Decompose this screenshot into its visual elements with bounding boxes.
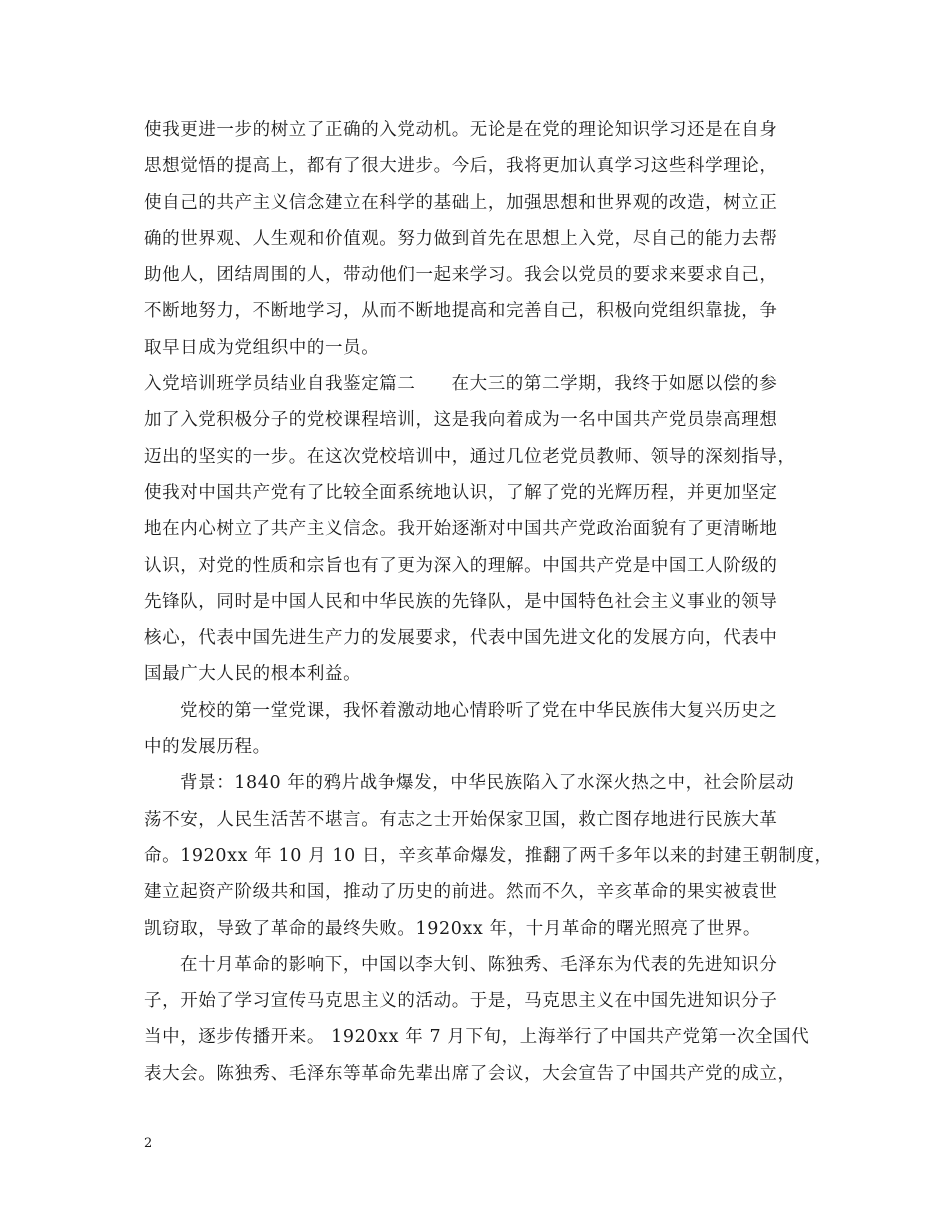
text-line: 使我更进一步的树立了正确的入党动机。无论是在党的理论知识学习还是在自身 [144, 120, 778, 140]
text-line: 先锋队，同时是中国人民和中华民族的先锋队，是中国特色社会主义事业的领导 [144, 591, 778, 612]
text-line: 取早日成为党组织中的一员。 [144, 337, 380, 358]
text-line: 确的世界观、人生观和价值观。努力做到首先在思想上入党，尽自己的能力去帮 [144, 228, 778, 249]
text-line: 迈出的坚实的一步。在这次党校培训中，通过几位老党员教师、领导的深刻指导， [144, 446, 796, 467]
text-line: 表大会。陈独秀、毛泽东等革命先辈出席了会议，大会宣告了中国共产党的成立， [144, 1063, 796, 1084]
text-line: 认识，对党的性质和宗旨也有了更为深入的理解。中国共产党是中国工人阶级的 [144, 555, 778, 576]
text-line: 国最广大人民的根本利益。 [144, 664, 362, 685]
section-heading-line [144, 366, 824, 402]
document-body [144, 112, 833, 1092]
text-line: 命。1920xx 年 10 月 10 日，辛亥革命爆发，推翻了两千多年以来的封建王朝制度， [144, 845, 833, 866]
text-line: 助他人，团结周围的人，带动他们一起来学习。我会以党员的要求来要求自己， [144, 265, 778, 286]
section-text: 在大三的第二学期，我终于如愿以偿的参 [451, 374, 778, 395]
text-line: 使自己的共产主义信念建立在科学的基础上，加强思想和世界观的改造，树立正 [144, 192, 778, 213]
text-line: 子，开始了学习宣传马克思主义的活动。于是，马克思主义在中国先进知识分子 [144, 991, 778, 1012]
page-number: 2 [144, 1136, 153, 1151]
paragraph-first-line: 党校的第一堂党课，我怀着激动地心情聆听了党在中华民族伟大复兴历史之 [180, 700, 778, 721]
text-line: 建立起资产阶级共和国，推动了历史的前进。然而不久，辛亥革命的果实被袁世 [144, 882, 778, 903]
text-line: 荡不安，人民生活苦不堪言。有志之士开始保家卫国，救亡图存地进行民族大革 [144, 809, 778, 830]
paragraph-first-line: 在十月革命的影响下，中国以李大钊、陈独秀、毛泽东为代表的先进知识分 [180, 954, 778, 975]
paragraph-first-line: 背景：1840 年的鸦片战争爆发，中华民族陷入了水深火热之中，社会阶层动 [180, 773, 795, 794]
text-line: 不断地努力，不断地学习，从而不断地提高和完善自己，积极向党组织靠拢，争 [144, 301, 778, 322]
text-line: 当中，逐步传播开来。 1920xx 年 7 月下旬，上海举行了中国共产党第一次全国代 [144, 1027, 810, 1048]
text-line: 中的发展历程。 [144, 737, 271, 758]
text-line: 地在内心树立了共产主义信念。我开始逐渐对中国共产党政治面貌有了更清晰地 [144, 519, 778, 540]
text-line: 思想觉悟的提高上，都有了很大进步。今后，我将更加认真学习这些科学理论， [144, 156, 778, 177]
text-line: 加了入党积极分子的党校课程培训，这是我向着成为一名中国共产党员崇高理想 [144, 410, 778, 431]
text-line: 凯窃取，导致了革命的最终失败。1920xx 年，十月革命的曙光照亮了世界。 [144, 918, 762, 939]
text-line: 使我对中国共产党有了比较全面系统地认识，了解了党的光辉历程，并更加坚定 [144, 482, 778, 503]
text-line: 核心，代表中国先进生产力的发展要求，代表中国先进文化的发展方向，代表中 [144, 628, 778, 649]
section-heading: 入党培训班学员结业自我鉴定篇二 [144, 374, 416, 395]
